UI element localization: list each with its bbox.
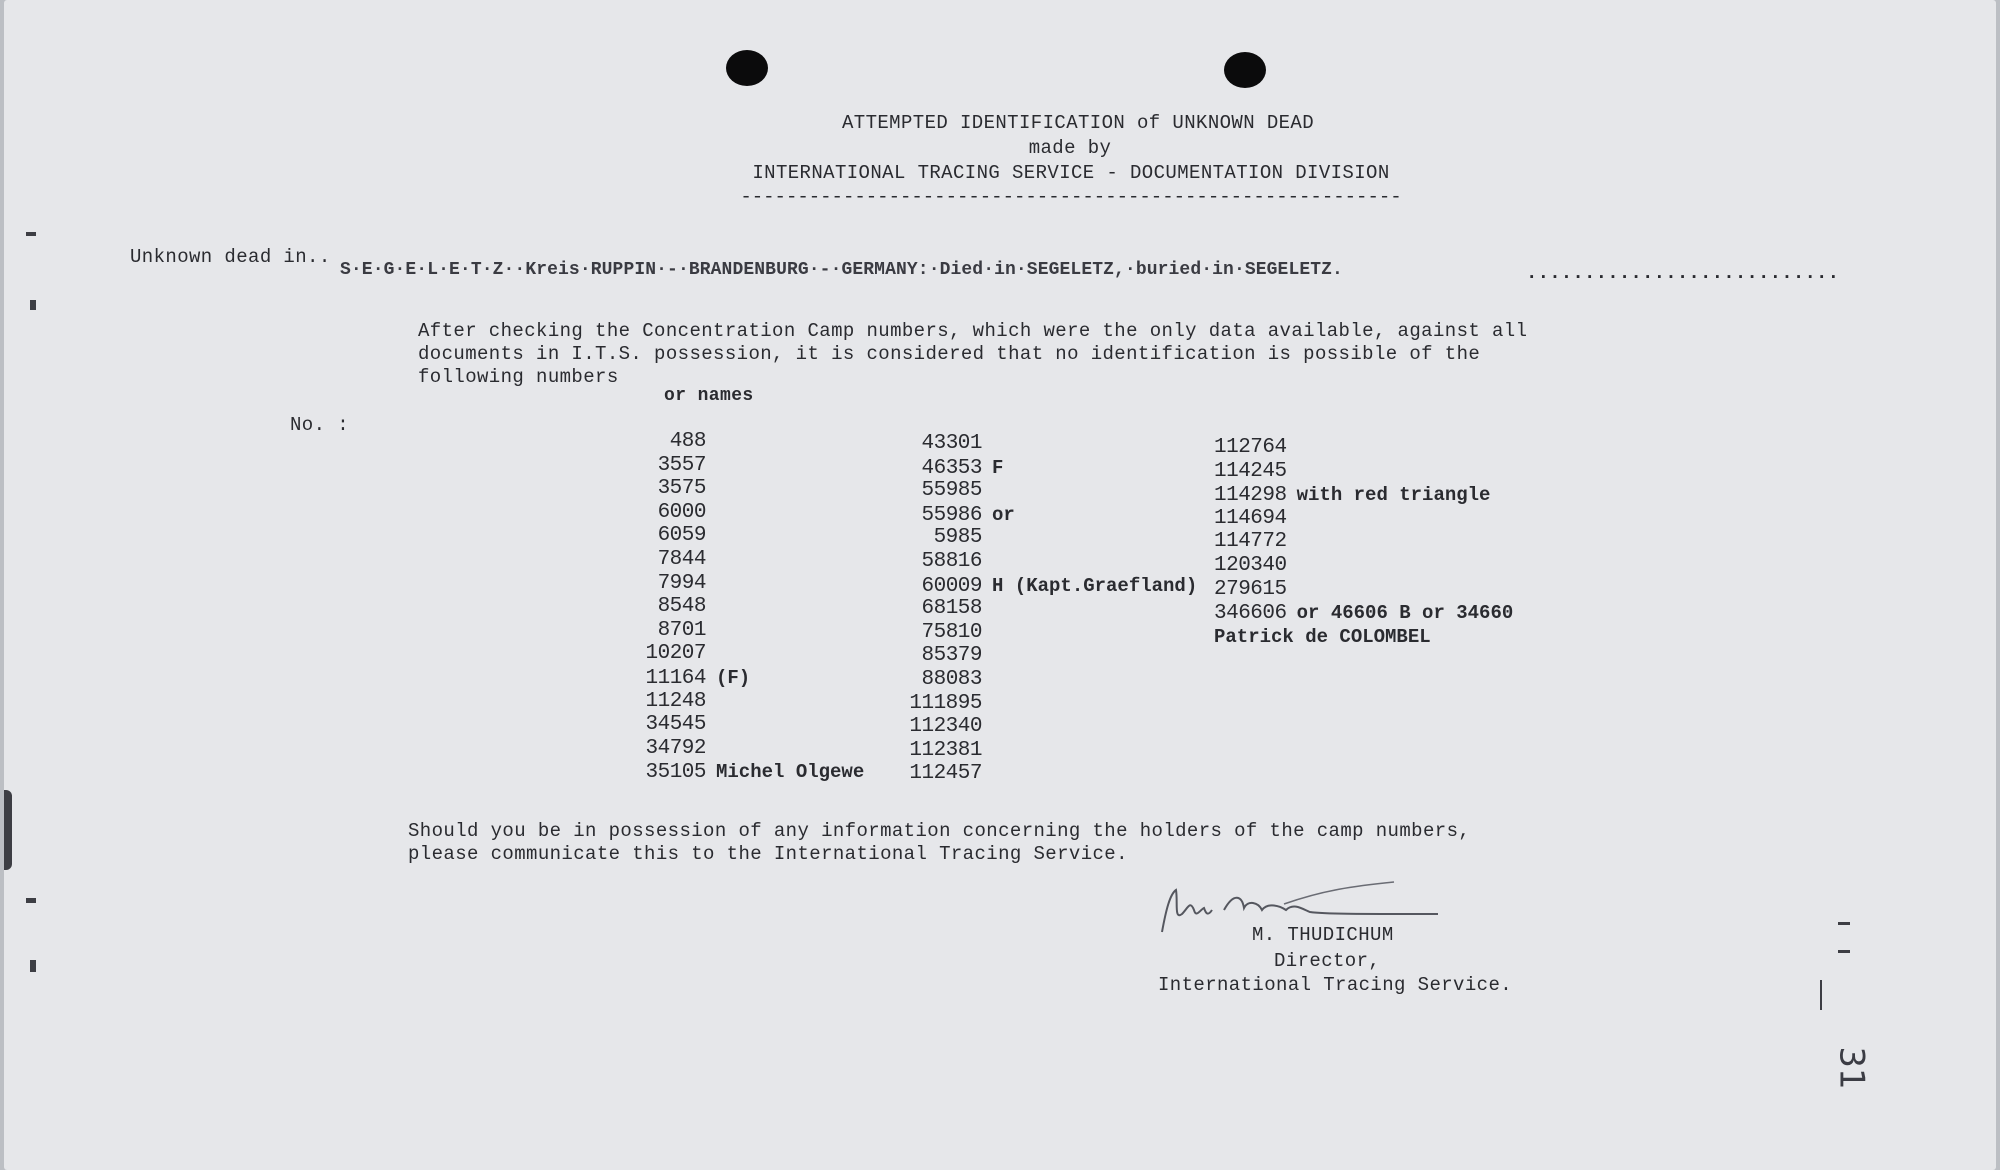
camp-number: 55985 xyxy=(921,479,982,503)
camp-number: 88083 xyxy=(921,668,982,691)
number-row xyxy=(594,760,864,784)
number-row xyxy=(594,454,706,478)
number-row xyxy=(864,715,982,739)
edge-mark xyxy=(30,300,36,310)
number-row xyxy=(1214,601,1513,625)
edge-mark xyxy=(1838,950,1850,953)
number-row xyxy=(1214,554,1287,578)
number-row xyxy=(1214,507,1287,531)
camp-number: 11164 xyxy=(645,667,706,690)
camp-number: 488 xyxy=(669,430,706,453)
camp-number: 279615 xyxy=(1214,577,1287,601)
page-number-stamp: 31 xyxy=(1831,1046,1872,1090)
number-row xyxy=(594,595,706,619)
camp-number: 3575 xyxy=(657,477,706,501)
camp-number: 34792 xyxy=(645,736,706,760)
number-row xyxy=(864,621,982,645)
closing-line-2: please communicate this to the International Tracing Service. xyxy=(408,843,1128,865)
number-row xyxy=(594,501,706,525)
unknown-dead-location: S·E·G·E·L·E·T·Z··Kreis·RUPPIN·-·BRANDENBURG·-·GERMANY:·Died·in·SEGELETZ,·buried·in·SEGELETZ. xyxy=(340,260,1343,280)
unknown-dead-label: Unknown dead in.. xyxy=(130,246,331,268)
number-row xyxy=(864,574,1197,598)
camp-number: 6059 xyxy=(657,524,706,548)
number-row xyxy=(1214,460,1287,484)
camp-number: 8548 xyxy=(657,595,706,619)
intro-or-names: or names xyxy=(664,386,754,406)
number-row xyxy=(594,524,706,548)
camp-number: 8701 xyxy=(657,618,706,642)
number-row xyxy=(594,642,706,666)
number-row xyxy=(594,690,706,714)
edge-mark xyxy=(1820,980,1822,1010)
camp-number: 114694 xyxy=(1214,506,1287,530)
number-row xyxy=(864,432,982,456)
camp-number: 11248 xyxy=(645,689,706,713)
camp-number: 114772 xyxy=(1214,530,1287,554)
camp-number: 346606 xyxy=(1214,602,1287,626)
number-row xyxy=(864,762,982,786)
number-annotation: Patrick de COLOMBEL xyxy=(1214,625,1431,648)
number-annotation: F xyxy=(992,456,1004,479)
signer-title: Director, xyxy=(1274,950,1381,972)
number-row xyxy=(864,456,1003,480)
signer-name: M. THUDICHUM xyxy=(1252,924,1394,946)
camp-number: 75810 xyxy=(921,620,982,644)
number-row xyxy=(1214,436,1287,460)
number-annotation: with red triangle xyxy=(1296,484,1491,507)
camp-number: 5985 xyxy=(933,526,982,550)
camp-number: 3557 xyxy=(657,453,706,477)
number-annotation: H (Kapt.Graefland) xyxy=(992,574,1198,597)
camp-number: 112381 xyxy=(909,738,982,762)
number-row xyxy=(864,668,982,692)
header-made-by: made by xyxy=(1028,137,1112,159)
camp-number: 34545 xyxy=(645,713,706,737)
edge-mark xyxy=(26,898,36,903)
punch-hole-right xyxy=(1224,52,1266,88)
number-row xyxy=(864,739,982,763)
camp-number: 7844 xyxy=(657,548,706,571)
camp-number: 43301 xyxy=(921,432,982,455)
number-row xyxy=(1214,530,1287,554)
camp-number: 58816 xyxy=(921,550,982,573)
camp-number: 114298 xyxy=(1214,484,1287,508)
camp-number: 55986 xyxy=(921,503,982,527)
number-row xyxy=(1214,483,1490,507)
edge-mark xyxy=(26,232,36,236)
signer-organization: International Tracing Service. xyxy=(1158,974,1513,996)
number-row xyxy=(864,526,982,550)
header-title: ATTEMPTED IDENTIFICATION of UNKNOWN DEAD xyxy=(841,112,1315,134)
number-annotation: or xyxy=(992,503,1015,526)
closing-line-1: Should you be in possession of any information concerning the holders of the camp numbers, xyxy=(408,820,1471,842)
number-row xyxy=(594,548,706,572)
camp-number: 85379 xyxy=(921,644,982,668)
number-annotation: (F) xyxy=(716,667,751,689)
intro-line-1: After checking the Concentration Camp numbers, which were the only data available, against all xyxy=(418,320,1528,342)
camp-number: 7994 xyxy=(657,571,706,595)
camp-number: 111895 xyxy=(909,691,982,715)
header-underline: ---------------------------------------------------------- xyxy=(740,186,1402,208)
number-row xyxy=(864,503,1015,527)
unknown-dead-dots: ........................... xyxy=(1526,262,1840,284)
camp-number: 35105 xyxy=(645,761,706,785)
document-page xyxy=(4,0,1996,1170)
number-row xyxy=(864,692,982,716)
number-row xyxy=(594,666,750,690)
number-row xyxy=(594,713,706,737)
number-row xyxy=(594,619,706,643)
camp-number: 112457 xyxy=(909,762,982,786)
edge-mark xyxy=(30,960,36,972)
edge-mark xyxy=(1838,922,1850,925)
intro-line-3: following numbers xyxy=(418,366,619,388)
number-row xyxy=(864,644,982,668)
number-annotation: Michel Olgewe xyxy=(716,761,865,784)
number-row xyxy=(594,477,706,501)
camp-number: 10207 xyxy=(645,642,706,666)
number-row xyxy=(864,597,982,621)
number-label: No. : xyxy=(290,414,350,436)
number-row xyxy=(594,430,706,454)
camp-number: 68158 xyxy=(921,597,982,621)
number-row xyxy=(594,737,706,761)
header-organization: INTERNATIONAL TRACING SERVICE - DOCUMENTATION DIVISION xyxy=(752,162,1390,184)
camp-number: 6000 xyxy=(657,500,706,524)
number-row xyxy=(864,550,982,574)
number-row xyxy=(1214,625,1431,649)
punch-hole-left xyxy=(726,50,768,86)
edge-mark xyxy=(4,790,12,870)
camp-number: 46353 xyxy=(921,456,982,480)
camp-number: 120340 xyxy=(1214,554,1287,577)
camp-number: 114245 xyxy=(1214,459,1287,483)
number-row xyxy=(864,479,982,503)
number-row xyxy=(594,572,706,596)
intro-line-2: documents in I.T.S. possession, it is considered that no identification is possible of the xyxy=(418,343,1481,365)
number-annotation: or 46606 B or 34660 xyxy=(1296,602,1514,625)
camp-number: 112340 xyxy=(909,715,982,739)
camp-number: 112764 xyxy=(1214,436,1287,459)
number-row xyxy=(1214,578,1287,602)
camp-number: 60009 xyxy=(921,574,982,598)
